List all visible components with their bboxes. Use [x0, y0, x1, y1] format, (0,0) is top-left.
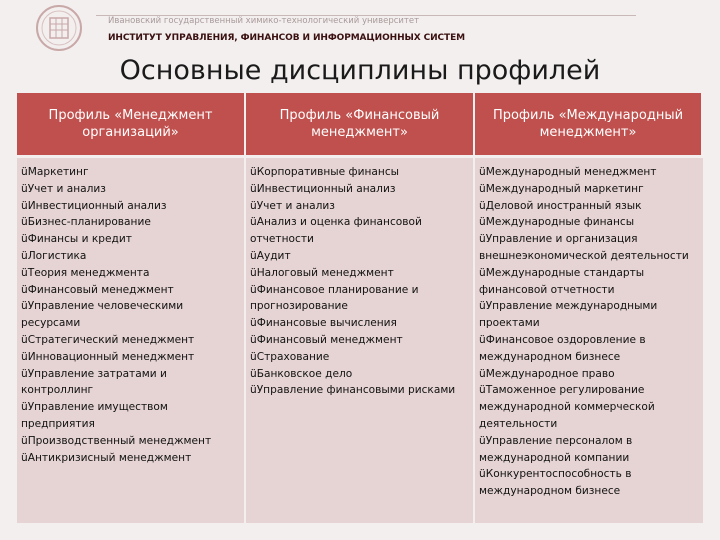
discipline-item: ü Корпоративные финансы: [250, 164, 469, 181]
discipline-item: ü Международный менеджмент: [479, 164, 699, 181]
discipline-item: ü Инвестиционный анализ: [21, 198, 240, 215]
discipline-item: ü Управление финансовыми рисками: [250, 382, 469, 399]
column-header-international: Профиль «Международный менеджмент»: [475, 93, 703, 158]
discipline-item: ü Управление персоналом в международной компании: [479, 433, 699, 467]
discipline-item: ü Страхование: [250, 349, 469, 366]
discipline-item: ü Финансы и кредит: [21, 231, 240, 248]
discipline-item: ü Банковское дело: [250, 366, 469, 383]
discipline-item: ü Аудит: [250, 248, 469, 265]
column-list-management: [17, 158, 246, 523]
discipline-item: ü Антикризисный менеджмент: [21, 450, 240, 467]
discipline-item: ü Финансовый менеджмент: [250, 332, 469, 349]
page-title: Основные дисциплины профилей: [119, 55, 601, 86]
discipline-item: ü Конкурентоспособность в международном бизнесе: [479, 466, 699, 500]
discipline-item: ü Деловой иностранный язык: [479, 198, 699, 215]
page-header: [0, 0, 720, 55]
discipline-item: ü Международные финансы: [479, 214, 699, 231]
discipline-item: ü Инвестиционный анализ: [250, 181, 469, 198]
column-list-financial: [246, 158, 475, 523]
column-header-management: Профиль «Менеджмент организаций»: [17, 93, 246, 158]
discipline-item: ü Международное право: [479, 366, 699, 383]
discipline-item: ü Теория менеджмента: [21, 265, 240, 282]
discipline-item: ü Логистика: [21, 248, 240, 265]
discipline-item: ü Финансовое планирование и прогнозирование: [250, 282, 469, 316]
university-name: Ивановский государственный химико-технологический университет: [108, 16, 420, 26]
discipline-item: ü Управление человеческими ресурсами: [21, 298, 240, 332]
discipline-item: ü Финансовое оздоровление в международном бизнесе: [479, 332, 699, 366]
discipline-item: ü Учет и анализ: [250, 198, 469, 215]
discipline-item: ü Бизнес-планирование: [21, 214, 240, 231]
discipline-item: ü Налоговый менеджмент: [250, 265, 469, 282]
discipline-item: ü Управление затратами и контроллинг: [21, 366, 240, 400]
discipline-item: ü Финансовые вычисления: [250, 315, 469, 332]
column-header-financial: Профиль «Финансовый менеджмент»: [246, 93, 475, 158]
discipline-item: ü Таможенное регулирование международной коммерческой деятельности: [479, 382, 699, 432]
profiles-table: [17, 93, 703, 523]
discipline-item: ü Управление и организация внешнеэкономической деятельности: [479, 231, 699, 265]
discipline-item: ü Учет и анализ: [21, 181, 240, 198]
column-list-international: [475, 158, 703, 523]
discipline-item: ü Инновационный менеджмент: [21, 349, 240, 366]
discipline-item: ü Международный маркетинг: [479, 181, 699, 198]
discipline-item: ü Стратегический менеджмент: [21, 332, 240, 349]
discipline-item: ü Управление международными проектами: [479, 298, 699, 332]
discipline-item: ü Производственный менеджмент: [21, 433, 240, 450]
discipline-item: ü Управление имуществом предприятия: [21, 399, 240, 433]
discipline-item: ü Маркетинг: [21, 164, 240, 181]
university-logo-icon: [33, 4, 85, 52]
institute-name: ИНСТИТУТ УПРАВЛЕНИЯ, ФИНАНСОВ И ИНФОРМАЦИОННЫХ СИСТЕМ: [108, 33, 465, 43]
discipline-item: ü Международные стандарты финансовой отчетности: [479, 265, 699, 299]
discipline-item: ü Анализ и оценка финансовой отчетности: [250, 214, 469, 248]
discipline-item: ü Финансовый менеджмент: [21, 282, 240, 299]
